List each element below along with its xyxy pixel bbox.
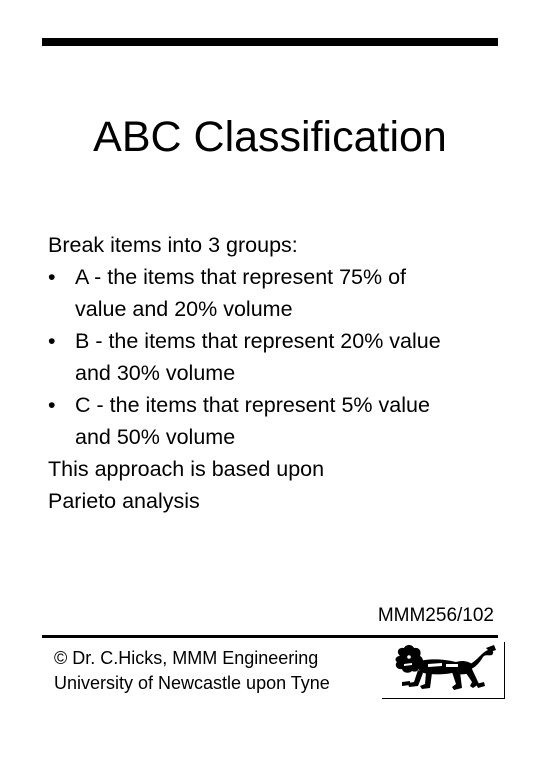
slide-id: MMM256/102 xyxy=(377,605,494,626)
author-line: © Dr. C.Hicks, MMM Engineering xyxy=(54,648,319,668)
slide-title: ABC Classification xyxy=(93,113,447,161)
bullet-b-line2: and 30% volume xyxy=(75,361,236,385)
bullet-item-b xyxy=(48,325,518,389)
bullet-icon: • xyxy=(48,329,56,353)
bullet-a-line1: A - the items that represent 75% of xyxy=(75,265,407,289)
conclusion-line-1: This approach is based upon xyxy=(48,457,325,481)
slide-body xyxy=(48,229,518,517)
university-logo xyxy=(382,642,505,699)
bullet-item-c xyxy=(48,389,518,453)
heraldic-lion-crest-icon xyxy=(382,642,504,698)
bottom-rule xyxy=(42,635,498,638)
bullet-c-line1: C - the items that represent 5% value xyxy=(75,393,430,417)
bullet-icon: • xyxy=(48,393,56,417)
footer-credit xyxy=(54,646,330,696)
bullet-item-a xyxy=(48,261,518,325)
bullet-a-line2: value and 20% volume xyxy=(75,297,293,321)
institution-line: University of Newcastle upon Tyne xyxy=(54,673,330,693)
bullet-c-line2: and 50% volume xyxy=(75,425,236,449)
intro-text: Break items into 3 groups: xyxy=(48,233,298,257)
bullet-icon: • xyxy=(48,265,56,289)
conclusion-line-2: Parieto analysis xyxy=(48,489,200,513)
top-rule xyxy=(42,38,498,46)
bullet-b-line1: B - the items that represent 20% value xyxy=(75,329,441,353)
